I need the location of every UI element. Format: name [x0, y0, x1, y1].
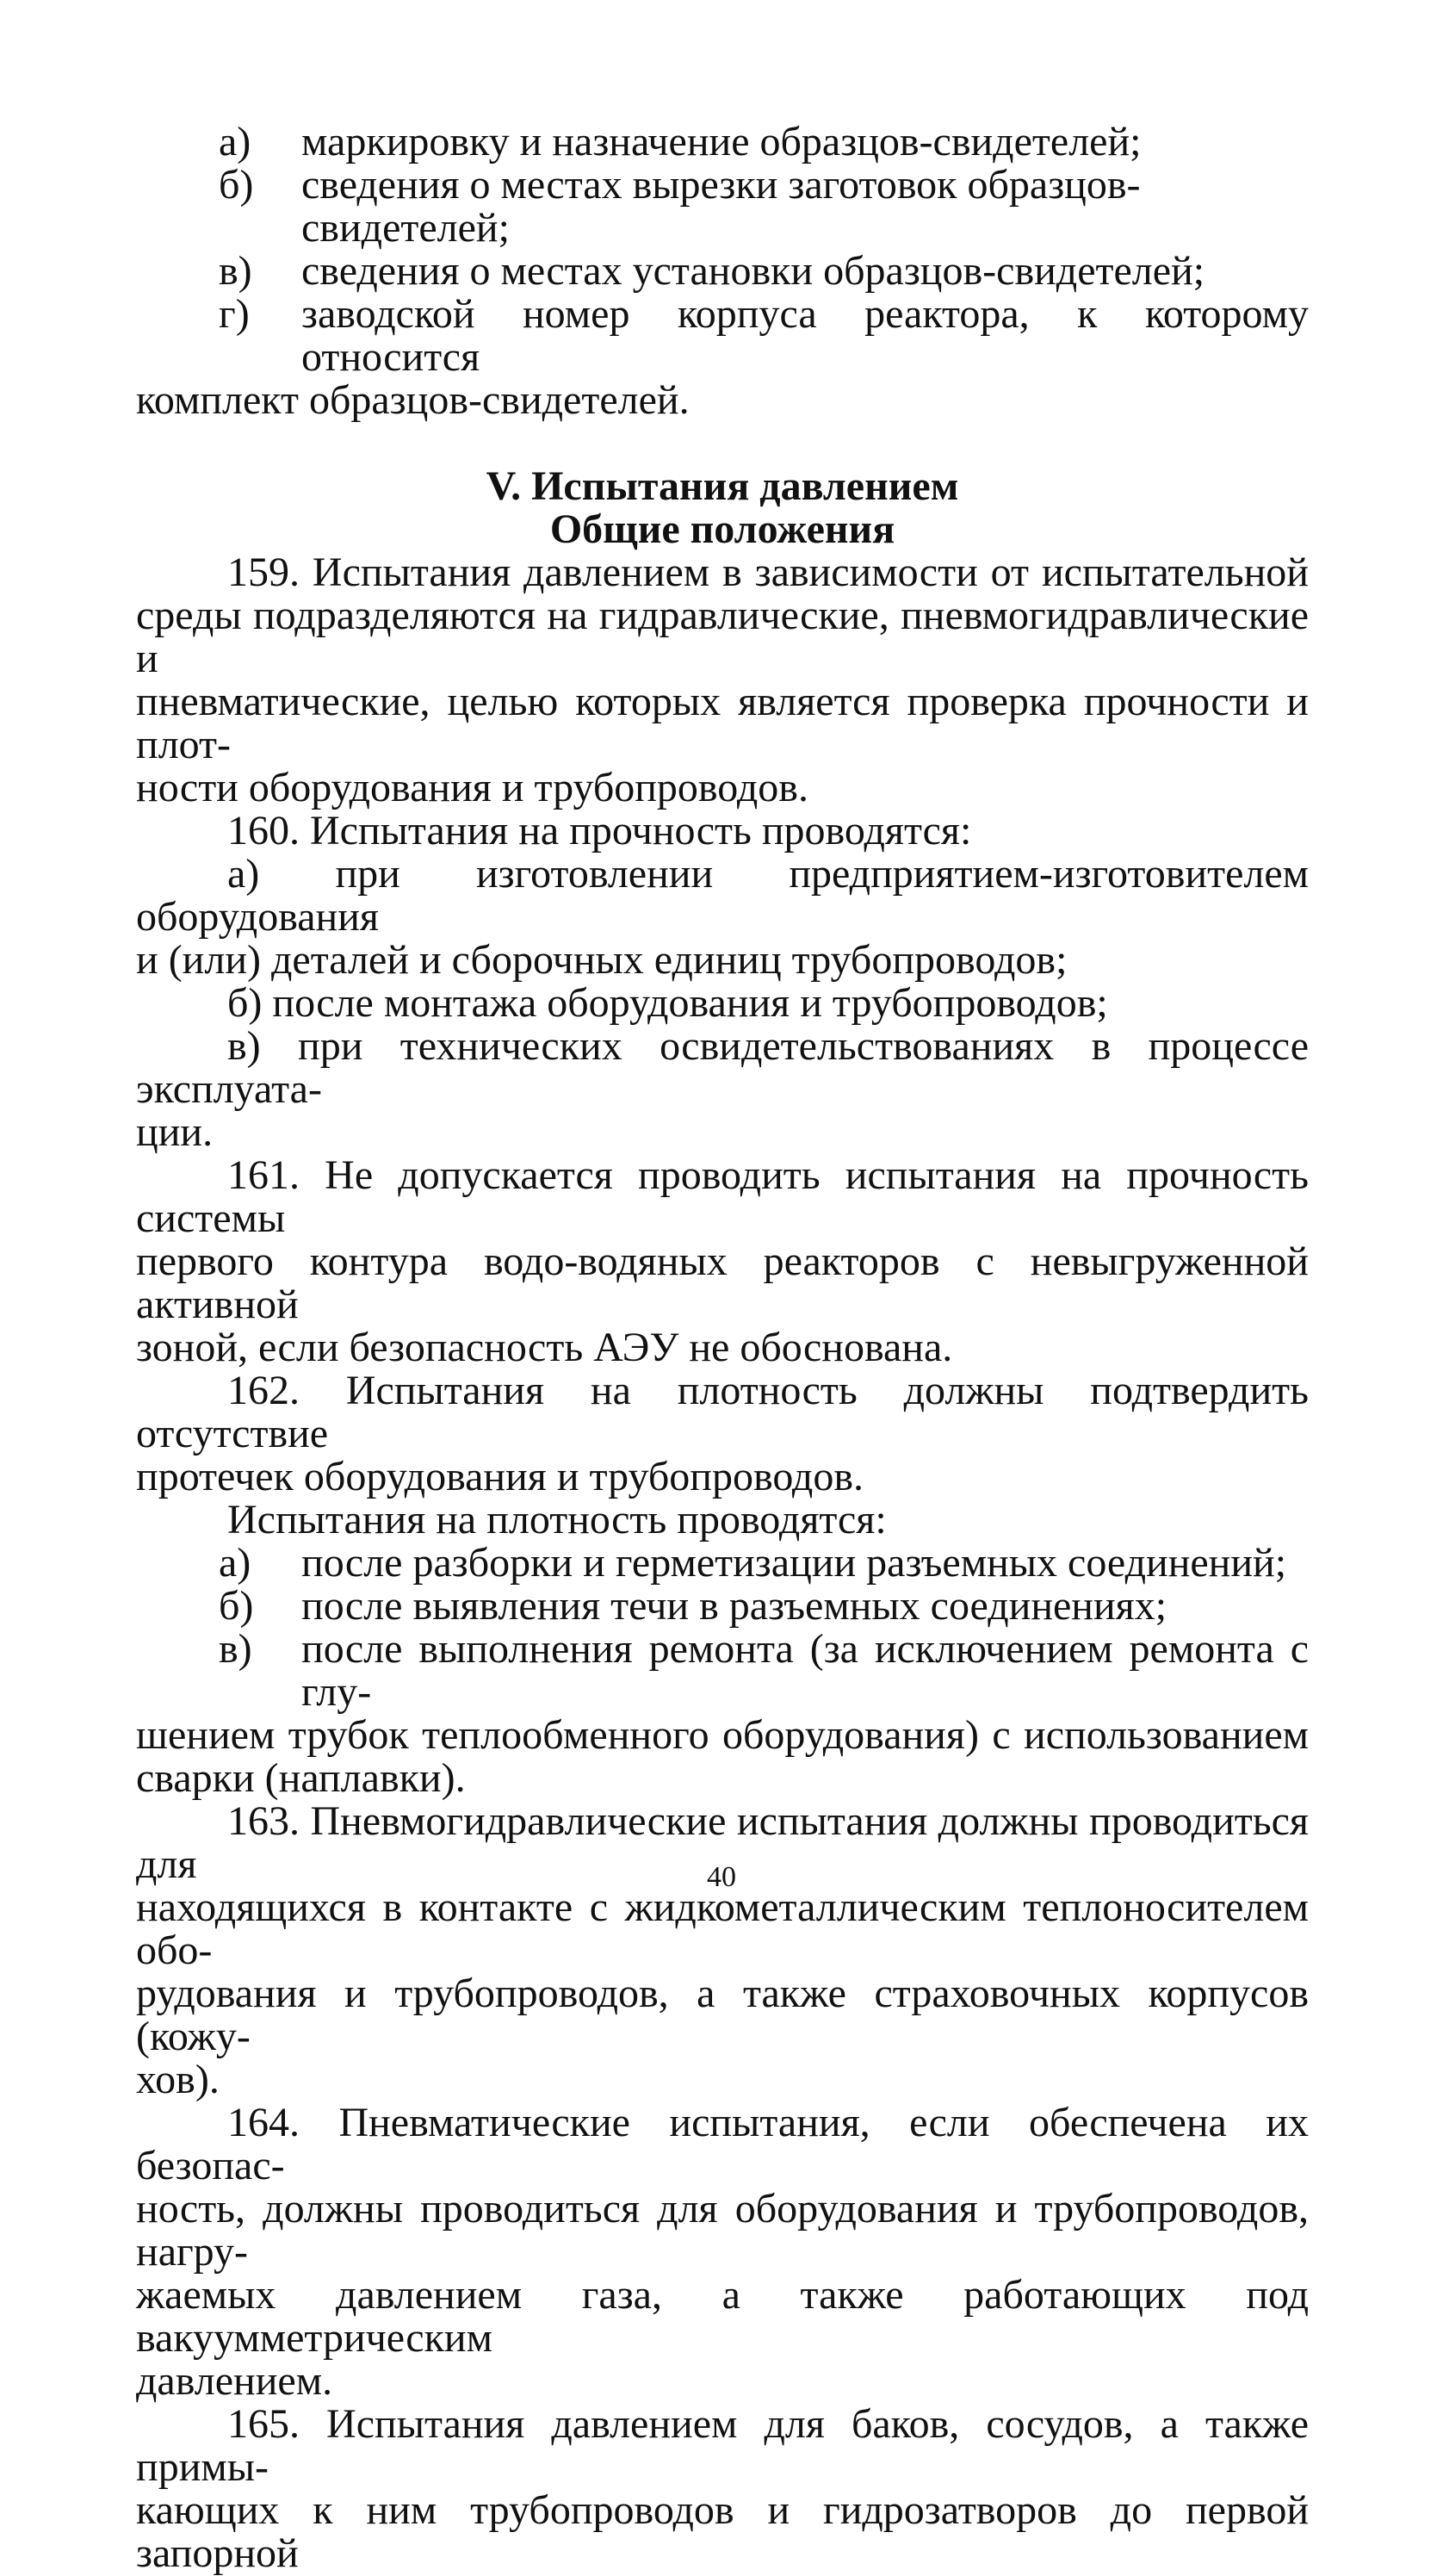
section-title: V. Испытания давлением	[486, 463, 959, 509]
list-marker: а)	[219, 1540, 251, 1586]
paragraph-160-item-b: б) после монтажа оборудования и трубопроводов;	[227, 980, 1108, 1026]
list-continuation: шением трубок теплообменного оборудования) с использованием	[136, 1712, 1309, 1758]
paragraph-165-line: кающих к ним трубопроводов и гидрозатворов до первой запорной	[136, 2487, 1309, 2576]
spacer	[136, 422, 1309, 465]
paragraph-161-line: 161. Не допускается проводить испытания на прочность системы	[136, 1152, 1309, 1241]
list-item	[136, 121, 1309, 164]
list-marker: в)	[219, 248, 252, 294]
list-text: сведения о местах вырезки заготовок образцов-свидетелей;	[301, 162, 1141, 251]
paragraph-162-line: 162. Испытания на плотность должны подтвердить отсутствие	[136, 1368, 1309, 1456]
paragraph-164-line: давлением.	[136, 2358, 333, 2404]
page-number: 40	[707, 1861, 736, 1893]
list-text: после разборки и герметизации разъемных соединений;	[301, 1540, 1287, 1586]
paragraph-159-line: среды подразделяются на гидравлические, пневмогидравлические и	[136, 593, 1309, 681]
paragraph-162-line: протечек оборудования и трубопроводов.	[136, 1454, 864, 1499]
document-page	[136, 121, 1309, 2575]
paragraph-163-line: рудования и трубопроводов, а также страховочных корпусов (кожу-	[136, 1971, 1309, 2059]
paragraph-159-line: 159. Испытания давлением в зависимости от испытательной	[227, 549, 1309, 595]
paragraph-162-intro: Испытания на плотность проводятся:	[227, 1497, 887, 1542]
list-text: маркировку и назначение образцов-свидетелей;	[301, 119, 1142, 164]
list-marker: г)	[219, 291, 250, 337]
list-marker: а)	[219, 119, 251, 164]
paragraph-161-line: первого контура водо-водяных реакторов с невыгруженной активной	[136, 1238, 1309, 1327]
paragraph-160-item-a: а) при изготовлении предприятием-изготовителем оборудования	[136, 851, 1309, 940]
list-item	[136, 293, 1309, 379]
list-marker: в)	[219, 1626, 252, 1672]
list-item	[136, 1542, 1309, 1585]
list-text: заводской номер корпуса реактора, к которому относится	[301, 291, 1309, 380]
list-item	[136, 164, 1309, 250]
paragraph-161-line: зоной, если безопасность АЭУ не обоснована.	[136, 1325, 953, 1370]
list-text: после выполнения ремонта (за исключением ремонта с глу-	[301, 1626, 1309, 1715]
paragraph-160-item-c: в) при технических освидетельствованиях в процессе эксплуата-	[136, 1023, 1309, 1112]
list-continuation: комплект образцов-свидетелей.	[136, 377, 690, 423]
paragraph-160-intro: 160. Испытания на прочность проводятся:	[227, 808, 972, 853]
list-marker: б)	[219, 162, 254, 208]
paragraph-164-line: жаемых давлением газа, а также работающих под вакуумметрическим	[136, 2272, 1309, 2361]
list-text: сведения о местах установки образцов-свидетелей;	[301, 248, 1205, 294]
paragraph-163-line: хов).	[136, 2057, 220, 2102]
section-subtitle: Общие положения	[549, 506, 895, 552]
paragraph-160-item-a-cont: и (или) деталей и сборочных единиц трубопроводов;	[136, 937, 1068, 983]
paragraph-164-line: 164. Пневматические испытания, если обеспечена их безопас-	[136, 2100, 1309, 2188]
paragraph-164-line: ность, должны проводиться для оборудования и трубопроводов, нагру-	[136, 2186, 1309, 2275]
paragraph-160-item-c-cont: ции.	[136, 1109, 214, 1155]
list-item	[136, 250, 1309, 293]
paragraph-163-line: 163. Пневмогидравлические испытания должны проводиться для	[136, 1798, 1309, 1887]
list-marker: б)	[219, 1583, 254, 1629]
list-item	[136, 1628, 1309, 1714]
paragraph-163-line: находящихся в контакте с жидкометаллическим теплоносителем обо-	[136, 1884, 1309, 1973]
paragraph-159-line: пневматические, целью которых является проверка прочности и плот-	[136, 679, 1309, 767]
paragraph-159-line: ности оборудования и трубопроводов.	[136, 765, 808, 810]
list-item	[136, 1585, 1309, 1628]
paragraph-165-line: 165. Испытания давлением для баков, сосудов, а также примы-	[136, 2401, 1309, 2490]
list-continuation: сварки (наплавки).	[136, 1755, 466, 1801]
list-text: после выявления течи в разъемных соединениях;	[301, 1583, 1167, 1629]
